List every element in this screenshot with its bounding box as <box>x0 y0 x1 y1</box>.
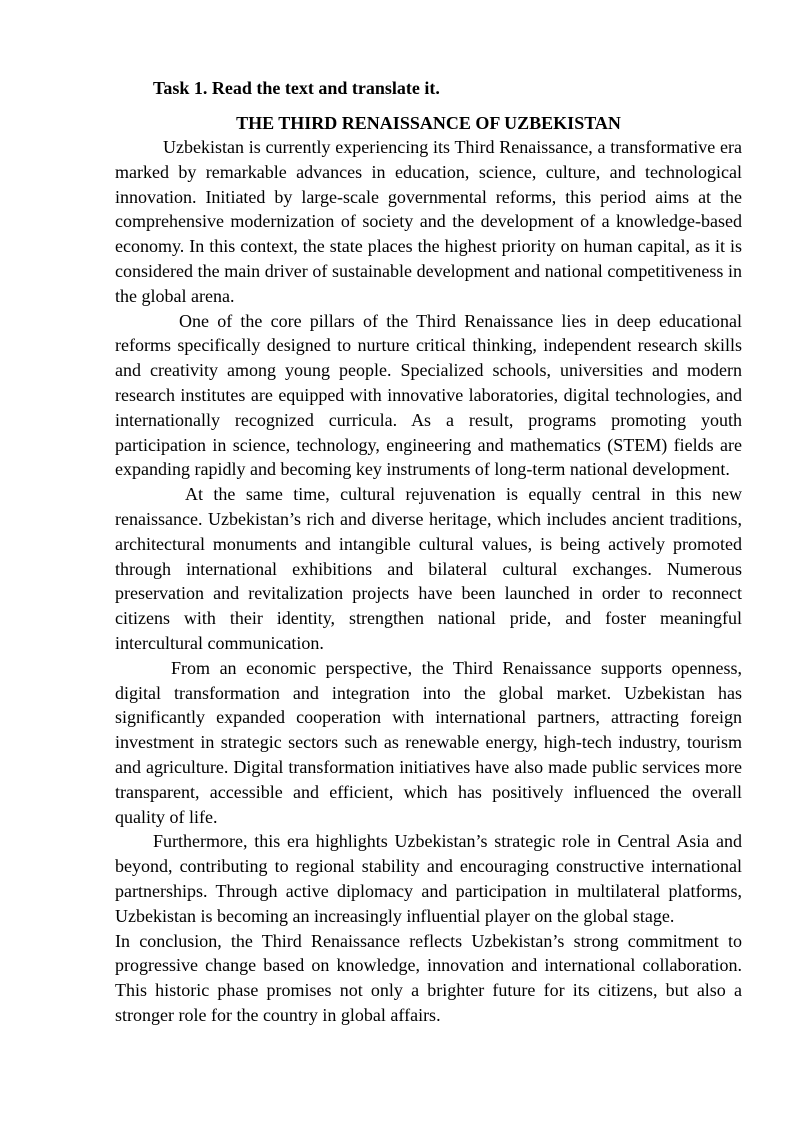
paragraph-conclusion: In conclusion, the Third Renaissance reflects Uzbekistan’s strong commitment to progressive change based on knowledge, innovation and international collaboration. This historic phase promises not only a brighter future for its citizens, but also a stronger role for the country in global affairs. <box>115 930 742 1025</box>
paragraph-culture: At the same time, cultural rejuvenation is equally central in this new renaissance. Uzbekistan’s rich and diverse heritage, which includes ancient traditions, architectural monuments and intangible cultural values, is being actively promoted through international exhibitions and bilateral cultural exchanges. Numerous preservation and revitalization projects have been launched in order to reconnect citizens with their identity, strengthen national pride, and foster meaningful intercultural communication. <box>115 484 742 653</box>
paragraph-education: One of the core pillars of the Third Renaissance lies in deep educational reforms specifically designed to nurture critical thinking, independent research skills and creativity among young people. Specialized schools, universities and modern research institutes are equipped with innovative laboratories, digital technologies, and internationally recognized curricula. As a result, programs promoting youth participation in science, technology, engineering and mathematics (STEM) fields are expanding rapidly and becoming key instruments of long-term national development. <box>115 310 742 480</box>
paragraph-intro: Uzbekistan is currently experiencing its Third Renaissance, a transformative era marked by remarkable advances in education, science, culture, and technological innovation. Initiated by large-scale governmental reforms, this period aims at the comprehensive modernization of society and the development of a knowledge-based economy. In this context, the state places the highest priority on human capital, as it is considered the main driver of sustainable development and national competitiveness in the global arena. <box>115 137 742 306</box>
paragraph-economy: From an economic perspective, the Third Renaissance supports openness, digital transformation and integration into the global market. Uzbekistan has significantly expanded cooperation with international partners, attracting foreign investment in strategic sectors such as renewable energy, high-tech industry, tourism and agriculture. Digital transformation initiatives have also made public services more transparent, accessible and efficient, which has positively influenced the overall quality of life. <box>115 657 742 827</box>
paragraph-regional-role: Furthermore, this era highlights Uzbekistan’s strategic role in Central Asia and beyond, contributing to regional stability and encouraging constructive international partnerships. Through active diplomacy and participation in multilateral platforms, Uzbekistan is becoming an increasingly influential player on the global stage. <box>115 831 742 926</box>
document-title: THE THIRD RENAISSANCE OF UZBEKISTAN <box>236 113 621 133</box>
task-heading: Task 1. Read the text and translate it. <box>153 78 440 98</box>
document-body <box>115 135 742 1028</box>
